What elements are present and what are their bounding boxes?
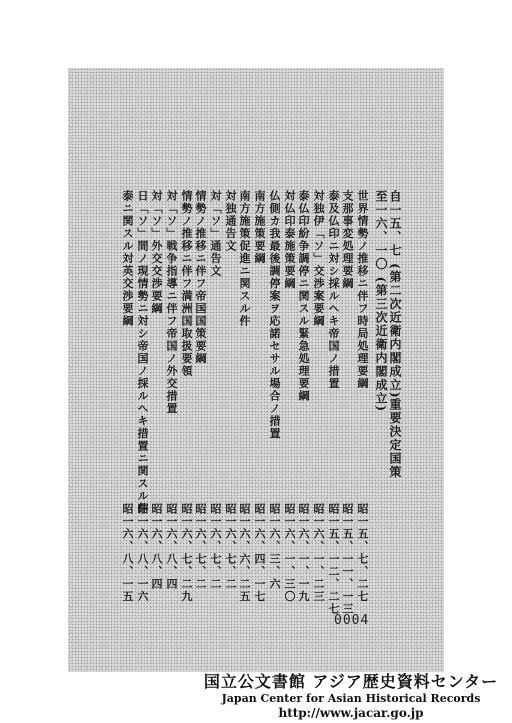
document-title: 重要決定国策 bbox=[388, 398, 402, 479]
policy-date: 昭一六、四、一七 bbox=[253, 503, 266, 603]
policy-date: 昭一六、三、六 bbox=[268, 503, 281, 591]
policy-title: 情勢ノ推移ニ伴フ満洲国取扱要領 bbox=[180, 190, 193, 378]
policy-date: 昭一五、七、二七 bbox=[356, 503, 369, 603]
policy-title: 南方施策要綱 bbox=[253, 190, 266, 265]
policy-date: 昭一六、一、一九 bbox=[297, 503, 310, 603]
policy-title: 対独通告文 bbox=[224, 190, 237, 253]
policy-title: 対「ソ」通告文 bbox=[209, 190, 222, 278]
policy-date: 昭一六、一、三〇 bbox=[283, 503, 296, 603]
period-end: 至一六、一〇 (第三次近衛内閣成立) bbox=[374, 190, 388, 413]
policy-date: 昭一六、七、二 bbox=[224, 503, 237, 591]
policy-title: 泰仏印紛争調停ニ関スル緊急処理要綱 bbox=[297, 190, 310, 403]
policy-title: 対「ソ」外交交渉要綱 bbox=[150, 190, 163, 315]
policy-date: 昭一六、一、二三 bbox=[312, 503, 325, 603]
policy-title: 南方施策促進ニ関スル件 bbox=[238, 190, 251, 328]
policy-title: 泰及仏印ニ対シ採ルヘキ帝国ノ措置 bbox=[327, 190, 340, 390]
policy-date: 昭一六、八、四 bbox=[165, 503, 178, 591]
policy-title: 情勢ノ推移ニ伴フ帝国国策要綱 bbox=[194, 190, 207, 365]
policy-title: 対仏印泰施策要綱 bbox=[283, 190, 296, 290]
policy-title: 対「ソ」戦争指導ニ伴フ帝国ノ外交措置 bbox=[165, 190, 178, 415]
policy-title: 支那事変処理要綱 bbox=[341, 190, 354, 290]
policy-date: 昭一六、八、一五 bbox=[121, 503, 134, 603]
policy-title: 対独伊「ソ」交渉案要綱 bbox=[312, 190, 325, 328]
policy-title: 仏側カ我最後調停案ヲ応諾セサル場合ノ措置 bbox=[268, 190, 281, 440]
policy-date: 昭一五、一一、一三 bbox=[341, 503, 354, 616]
policy-title: 泰ニ関スル対英交渉要綱 bbox=[121, 190, 134, 328]
policy-date: 昭一六、七、二 bbox=[194, 503, 207, 591]
policy-date: 昭一六、七、二 bbox=[209, 503, 222, 591]
policy-date: 昭一五、一二、二七 bbox=[327, 503, 340, 616]
policy-date: 昭一六、六、二五 bbox=[238, 503, 251, 603]
policy-title: 世界情勢ノ推移ニ伴フ時局処理要綱 bbox=[356, 190, 369, 390]
policy-date: 昭一六、八、四 bbox=[150, 503, 163, 591]
archive-footer bbox=[190, 672, 512, 721]
policy-date: 昭一六、八、一六 bbox=[136, 503, 149, 603]
archive-name-jp: 国立公文書館 アジア歴史資料センター bbox=[203, 672, 499, 691]
policy-date: 昭一六、七、二九 bbox=[180, 503, 193, 603]
archive-url: http://www.jacar.go.jp bbox=[278, 706, 424, 720]
policy-title: 日「ソ」間ノ現情勢ニ対シ帝国ノ採ルヘキ措置ニ関スル件 bbox=[136, 190, 149, 515]
page-number: 0004 bbox=[334, 613, 370, 628]
period-start: 自一五、七 (第二次近衛内閣成立) bbox=[388, 190, 402, 400]
archive-name-en: Japan Center for Asian Historical Records bbox=[221, 692, 481, 705]
